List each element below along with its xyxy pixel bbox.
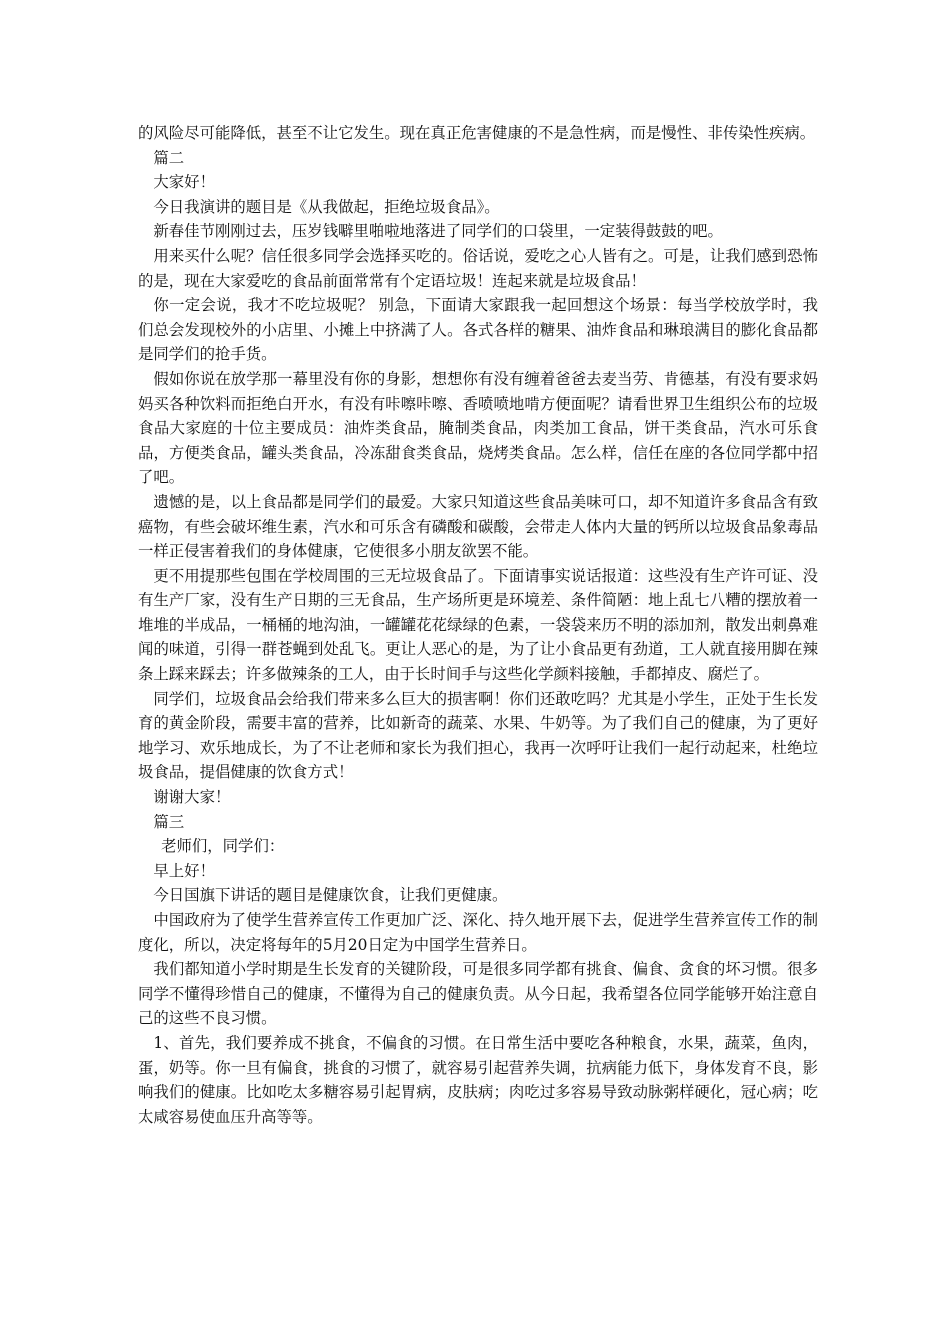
paragraph: 1、首先，我们要养成不挑食，不偏食的习惯。在日常生活中要吃各种粮食，水果，蔬菜，鱼肉，蛋，奶等。你一旦有偏食，挑食的习惯了，就容易引起营养失调，抗病能力低下，身体发育不良，影响我们的健康。比如吃太多糖容易引起胃病，皮肤病；肉吃过多容易导致动脉粥样硬化，冠心病；吃太咸容易使血压升高等等。 (138, 1033, 818, 1126)
paragraph-speech-title: 今日国旗下讲话的题目是健康饮食，让我们更健康。 (153, 886, 508, 905)
paragraph: 遗憾的是，以上食品都是同学们的最爱。大家只知道这些食品美味可口，却不知道许多食品含有致癌物，有些会破坏维生素，汽水和可乐含有磷酸和碳酸，会带走人体内大量的钙所以垃圾食品象毒品一样正侵害着我们的身体健康，它使很多小朋友欲罢不能。 (138, 492, 818, 561)
paragraph-greeting: 早上好！ (153, 861, 215, 880)
paragraph-speech-title: 今日我演讲的题目是《从我做起，拒绝垃圾食品》。 (153, 197, 500, 216)
paragraph: 我们都知道小学时期是生长发育的关键阶段，可是很多同学都有挑食、偏食、贪食的坏习惯。很多同学不懂得珍惜自己的健康，不懂得为自己的健康负责。从今日起，我希望各位同学能够开始注意自己的这些不良习惯。 (138, 960, 818, 1028)
paragraph-salutation: 老师们，同学们： (161, 837, 285, 856)
paragraph: 更不用提那些包围在学校周围的三无垃圾食品了。下面请事实说话报道：这些没有生产许可证、没有生产厂家，没有生产日期的三无食品，生产场所更是环境差、条件简陋：地上乱七八糟的摆放着一堆堆的半成品，一桶桶的地沟油，一罐罐花花绿绿的色素，一袋袋来历不明的添加剂，散发出刺鼻难闻的味道，引得一群苍蝇到处乱飞。更让人恶心的是，为了让小食品更有劲道，工人就直接用脚在辣条上踩来踩去；许多做辣条的工人，由于长时间手与这些化学颜料接触，手都掉皮、腐烂了。 (138, 566, 818, 684)
section-heading-part-three: 篇三 (153, 812, 185, 831)
paragraph: 假如你说在放学那一幕里没有你的身影，想想你有没有缠着爸爸去麦当劳、肯德基，有没有要求妈妈买各种饮料而拒绝白开水，有没有咔嚓咔嚓、香喷喷地啃方便面呢？请看世界卫生组织公布的垃圾食品大家庭的十位主要成员：油炸类食品，腌制类食品，肉类加工食品，饼干类食品，汽水可乐食品，方便类食品，罐头类食品，冷冻甜食类食品，烧烤类食品。怎么样，信任在座的各位同学都中招了吧。 (138, 369, 818, 487)
paragraph: 用来买什么呢？信任很多同学会选择买吃的。俗话说，爱吃之心人皆有之。可是，让我们感到恐怖的是，现在大家爱吃的食品前面常常有个定语垃圾！连起来就是垃圾食品！ (138, 246, 818, 290)
paragraph-thanks: 谢谢大家！ (153, 788, 231, 807)
paragraph-greeting: 大家好！ (153, 173, 215, 192)
document-page (138, 121, 818, 1129)
section-heading-part-two: 篇二 (153, 148, 185, 167)
paragraph: 你一定会说，我才不吃垃圾呢？ 别急，下面请大家跟我一起回想这个场景：每当学校放学时，我们总会发现校外的小店里、小摊上中挤满了人。各式各样的糖果、油炸食品和琳琅满目的膨化食品都是同学们的抢手货。 (138, 296, 818, 364)
paragraph: 同学们，垃圾食品会给我们带来多么巨大的损害啊！你们还敢吃吗？尤其是小学生，正处于生长发育的黄金阶段，需要丰富的营养，比如新奇的蔬菜、水果、牛奶等。为了我们自己的健康，为了更好地学习、欢乐地成长，为了不让老师和家长为我们担心，我再一次呼吁让我们一起行动起来，杜绝垃圾食品，提倡健康的饮食方式！ (138, 689, 818, 782)
paragraph: 中国政府为了使学生营养宣传工作更加广泛、深化、持久地开展下去，促进学生营养宣传工作的制度化，所以，决定将每年的5月20日定为中国学生营养日。 (138, 911, 818, 954)
paragraph-continuation: 的风险尽可能降低，甚至不让它发生。现在真正危害健康的不是急性病，而是慢性、非传染性疾病。 (138, 124, 816, 142)
paragraph: 新春佳节刚刚过去，压岁钱噼里啪啦地落进了同学们的口袋里，一定装得鼓鼓的吧。 (153, 222, 723, 241)
